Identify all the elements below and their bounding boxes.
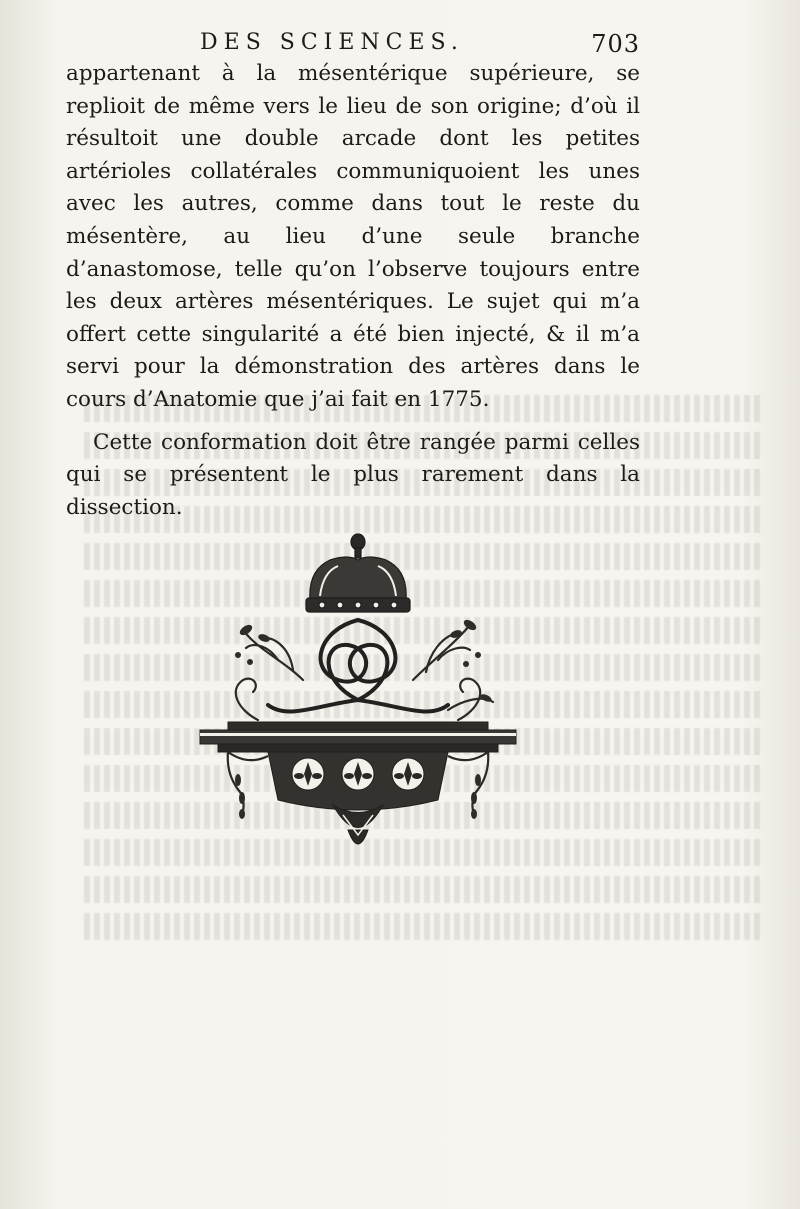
royal-crown-cul-de-lampe-icon <box>198 530 518 860</box>
page-header <box>200 30 640 60</box>
running-title: DES SCIENCES. <box>200 30 464 55</box>
paragraph-1: appartenant à la mésentérique supérieure, se replioit de même vers le lieu de son origine; d’où il résultoit une double arcade dont les petites artérioles collatérales communiquoient les unes avec les autres, comme dans tout le reste du mésentère, au lieu d’une seule branche d’anastomose, telle qu’on l’observe toujours entre les deux artères mésentériques. Le sujet qui m’a offert cette singularité a été bien injecté, & il m’a servi pour la démonstration des artères dans le cours d’Anatomie que j’ai fait en 1775. <box>66 61 640 412</box>
paragraph-2: Cette conformation doit être rangée parmi celles qui se présentent le plus rarement dans la dissection. <box>66 429 640 520</box>
page-number: 703 <box>591 30 640 58</box>
body-text <box>66 58 640 524</box>
